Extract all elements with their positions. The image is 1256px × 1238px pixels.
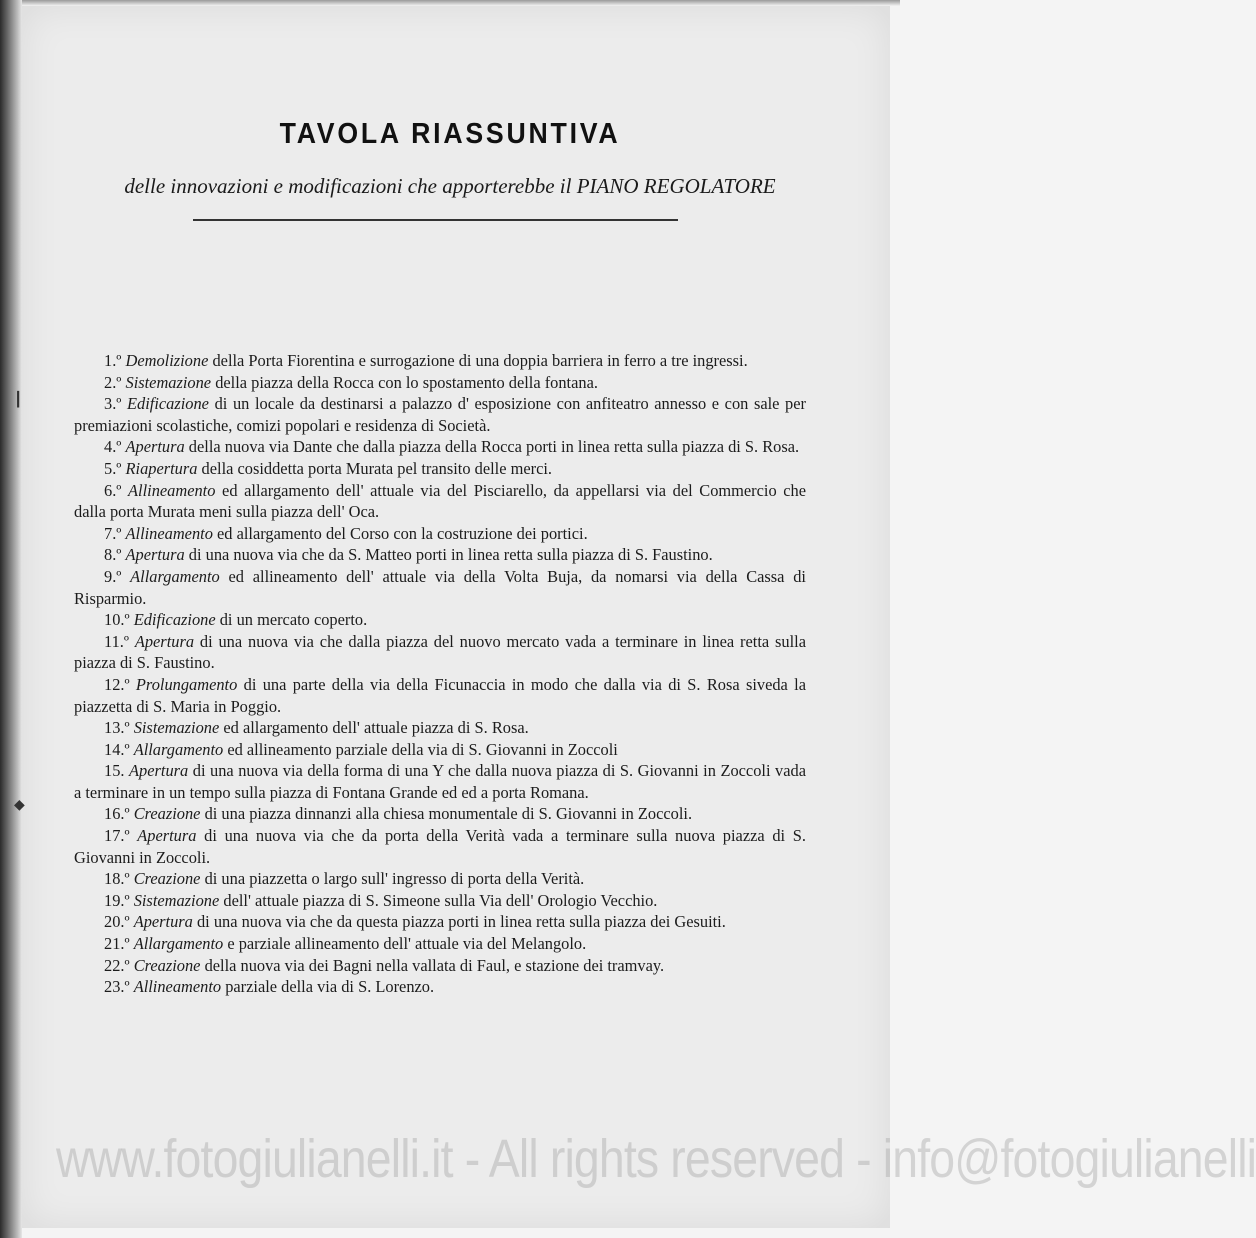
- item-number: 4.º: [104, 437, 122, 457]
- list-item: [74, 566, 806, 609]
- item-text: di una nuova via che dalla piazza del nuovo mercato vada a terminare in linea retta sulla piazza di S. Faustino.: [74, 631, 806, 673]
- item-keyword: Riapertura: [125, 458, 198, 478]
- item-number: 6.º: [104, 480, 122, 500]
- item-keyword: Creazione: [133, 869, 201, 889]
- list-item: [74, 544, 806, 566]
- list-item: [74, 739, 806, 761]
- list-item: [74, 609, 806, 631]
- item-text: ed allineamento dell' attuale via della Volta Buja, da nomarsi via della Cassa di Risparmio.: [74, 566, 806, 608]
- list-item: [74, 955, 806, 977]
- item-text: di una piazza dinnanzi alla chiesa monumentale di S. Giovanni in Zoccoli.: [204, 804, 693, 824]
- list-item: [74, 976, 806, 998]
- item-text: della nuova via dei Bagni nella vallata di Faul, e stazione dei tramvay.: [204, 955, 665, 975]
- item-text: di un locale da destinarsi a palazzo d' esposizione con anfiteatro annesso e con sale per premiazioni scolastiche, comizi popolari e residenza di Società.: [74, 394, 806, 435]
- item-number: 21.º: [104, 934, 130, 954]
- item-text: ed allargamento dell' attuale via del Pisciarello, da appellarsi via del Commercio che dalla porta Murata meni sulla piazza dell' Oca.: [74, 480, 807, 522]
- item-number: 22.º: [104, 955, 130, 975]
- item-number: 19.º: [104, 890, 130, 910]
- item-number: 23.º: [104, 977, 130, 997]
- item-number: 1.º: [104, 351, 122, 370]
- item-number: 17.º: [104, 826, 130, 846]
- item-text: di una piazzetta o largo sull' ingresso di porta della Verità.: [204, 869, 585, 889]
- list-item: [74, 523, 806, 545]
- margin-mark: ┃: [14, 393, 23, 408]
- item-text: e parziale allineamento dell' attuale via del Melangolo.: [227, 934, 587, 954]
- item-keyword: Sistemazione: [133, 718, 220, 738]
- item-keyword: Allargamento: [133, 739, 224, 759]
- title-divider: [193, 219, 678, 221]
- item-keyword: Sistemazione: [133, 890, 220, 910]
- item-text: di una parte della via della Ficunaccia in modo che dalla via di S. Rosa siveda la piazzetta di S. Maria in Poggio.: [74, 674, 806, 716]
- list-item: [74, 674, 806, 717]
- item-keyword: Edificazione: [133, 610, 216, 630]
- item-number: 10.º: [104, 610, 130, 630]
- list-item: [74, 631, 806, 674]
- item-number: 7.º: [104, 523, 122, 543]
- item-keyword: Allargamento: [130, 566, 220, 586]
- item-text: ed allargamento del Corso con la costruzione dei portici.: [217, 523, 588, 543]
- item-keyword: Allineamento: [133, 977, 222, 997]
- item-text: di un mercato coperto.: [219, 610, 368, 630]
- item-number: 13.º: [104, 718, 130, 738]
- list-item: [74, 393, 806, 436]
- item-number: 15.: [104, 761, 125, 781]
- item-keyword: Allineamento: [128, 480, 216, 500]
- item-number: 12.º: [104, 674, 130, 694]
- item-number: 20.º: [104, 912, 130, 932]
- item-text: di una nuova via che da S. Matteo porti in linea retta sulla piazza di S. Faustino.: [188, 545, 713, 565]
- margin-mark: ◆: [14, 798, 25, 813]
- item-keyword: Creazione: [133, 804, 201, 824]
- item-text: ed allargamento dell' attuale piazza di S. Rosa.: [223, 718, 529, 738]
- item-text: ed allineamento parziale della via di S. Giovanni in Zoccoli: [227, 739, 618, 759]
- list-item: [74, 458, 806, 480]
- item-text: della cosiddetta porta Murata pel transito delle merci.: [201, 458, 552, 478]
- item-text: di una nuova via che da porta della Verità vada a terminare sulla nuova piazza di S. Giovanni in Zoccoli.: [74, 826, 806, 867]
- list-item: [74, 868, 806, 890]
- page-title: TAVOLA RIASSUNTIVA: [279, 118, 621, 150]
- item-text: di una nuova via che da questa piazza porti in linea retta sulla piazza dei Gesuiti.: [196, 912, 726, 932]
- list-item: [74, 436, 806, 458]
- item-keyword: Demolizione: [125, 351, 209, 370]
- item-list: [74, 350, 806, 998]
- page-subtitle: delle innovazioni e modificazioni che apporterebbe il PIANO REGOLATORE: [124, 174, 776, 198]
- item-number: 5.º: [104, 458, 122, 478]
- item-number: 14.º: [104, 739, 130, 759]
- item-keyword: Allineamento: [125, 523, 213, 543]
- item-keyword: Sistemazione: [125, 372, 212, 392]
- list-item: [74, 480, 806, 523]
- item-keyword: Apertura: [129, 761, 189, 781]
- item-number: 16.º: [104, 804, 130, 824]
- list-item: [74, 350, 806, 372]
- list-item: [74, 717, 806, 739]
- item-number: 2.º: [104, 372, 122, 392]
- item-text: parziale della via di S. Lorenzo.: [225, 977, 435, 997]
- item-text: della Porta Fiorentina e surrogazione di una doppia barriera in ferro a tre ingressi.: [212, 351, 748, 370]
- item-text: di una nuova via della forma di una Y che dalla nuova piazza di S. Giovanni in Zoccoli vada a terminare in un tempo sulla piazza di Fontana Grande ed ed a porta Romana.: [74, 761, 806, 802]
- list-item: [74, 825, 806, 868]
- list-item: [74, 372, 806, 394]
- item-text: dell' attuale piazza di S. Simeone sulla Via dell' Orologio Vecchio.: [223, 890, 658, 910]
- item-keyword: Apertura: [134, 631, 195, 651]
- watermark: www.fotogiulianelli.it - All rights reserved - info@fotogiulianelli: [56, 1129, 1256, 1189]
- list-item: [74, 911, 806, 933]
- item-number: 8.º: [104, 545, 122, 565]
- item-keyword: Apertura: [125, 437, 185, 457]
- item-keyword: Allargamento: [133, 934, 224, 954]
- item-keyword: Apertura: [133, 912, 193, 932]
- item-number: 9.º: [104, 566, 122, 586]
- item-keyword: Prolungamento: [135, 674, 238, 694]
- list-item: [74, 933, 806, 955]
- item-number: 3.º: [104, 394, 122, 414]
- list-item: [74, 890, 806, 912]
- item-keyword: Edificazione: [127, 394, 209, 414]
- item-keyword: Apertura: [125, 545, 185, 565]
- list-item: [74, 803, 806, 825]
- item-keyword: Creazione: [133, 955, 201, 975]
- list-item: [74, 760, 806, 803]
- item-text: della piazza della Rocca con lo spostamento della fontana.: [215, 372, 598, 392]
- item-number: 18.º: [104, 869, 130, 889]
- item-number: 11.º: [104, 631, 129, 651]
- item-text: della nuova via Dante che dalla piazza della Rocca porti in linea retta sulla piazza di S. Rosa.: [188, 437, 800, 457]
- item-keyword: Apertura: [137, 826, 197, 846]
